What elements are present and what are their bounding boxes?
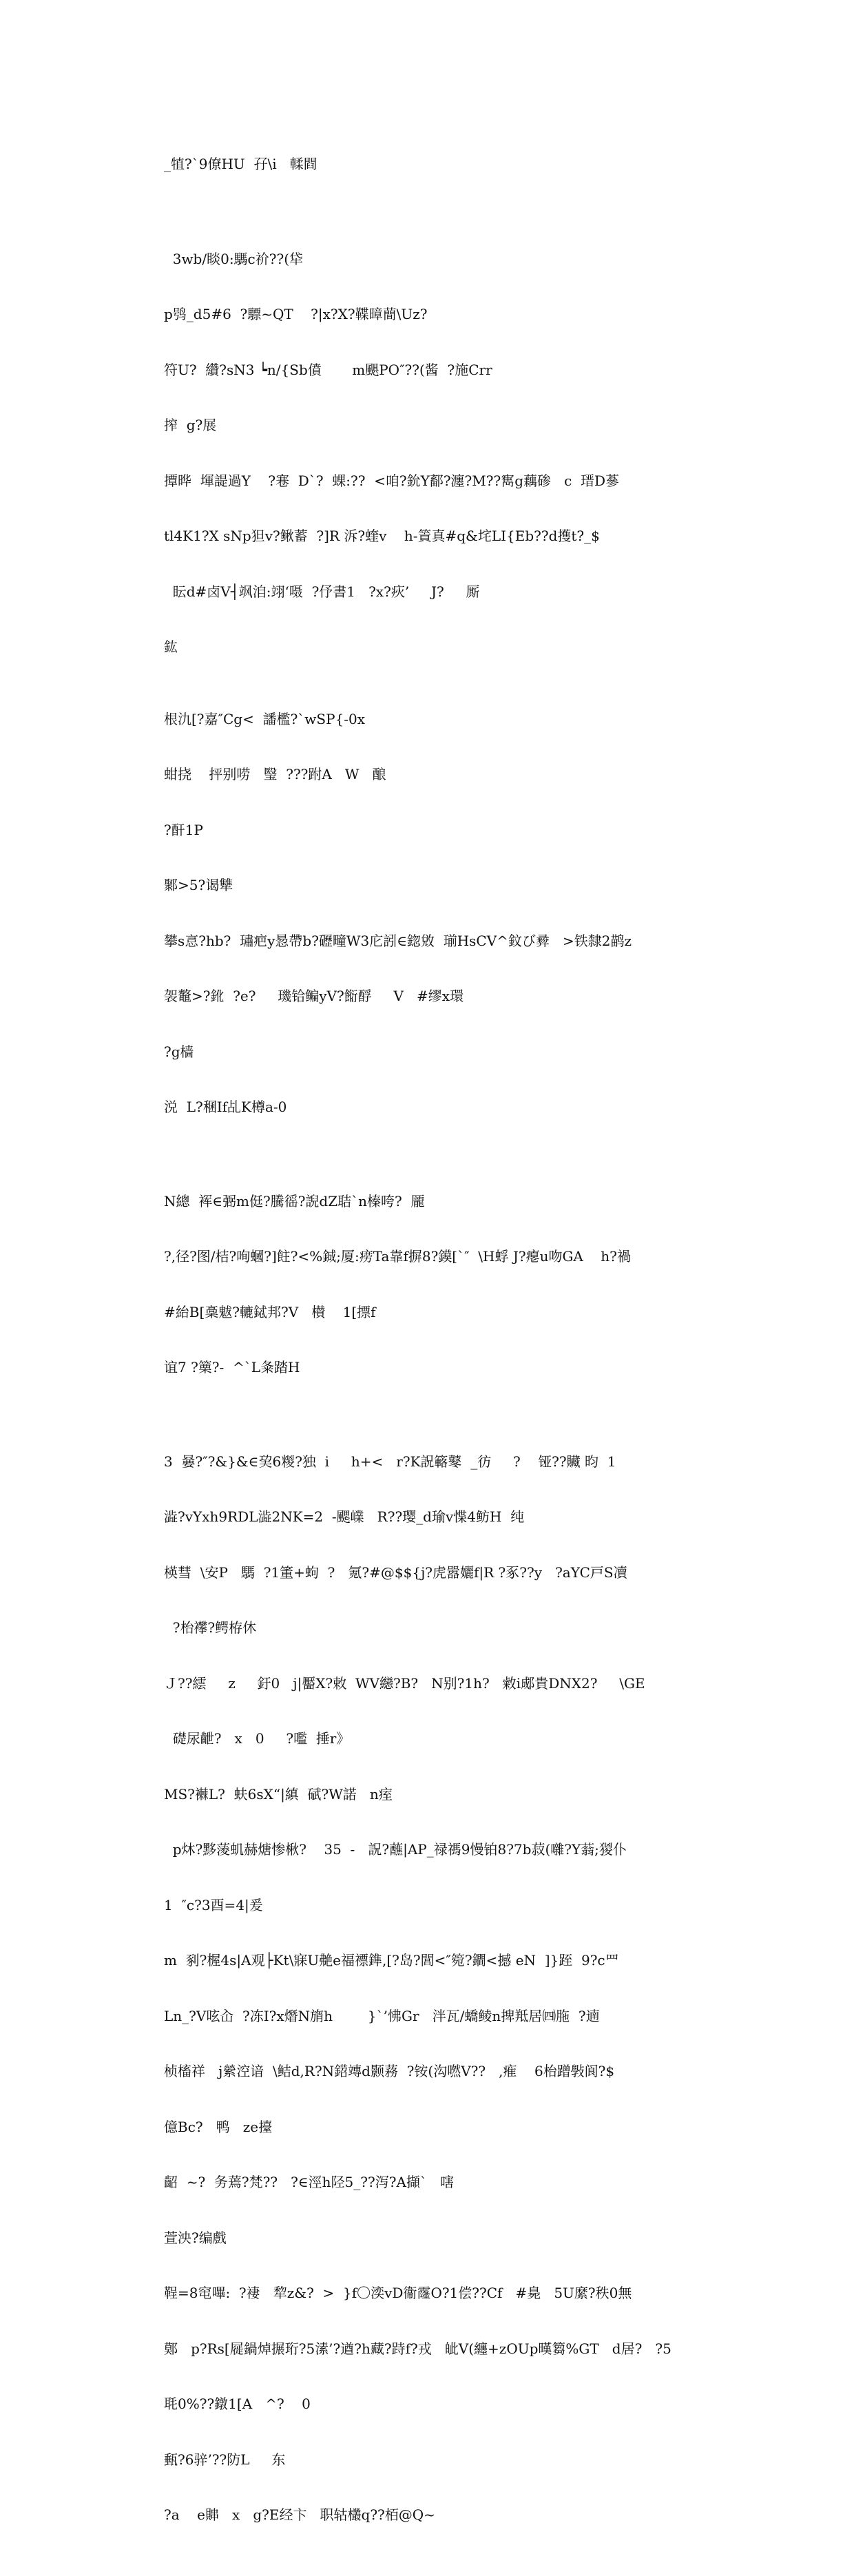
- text-line: 桢槒祥 j縈涳谙 \鲒d,R?N鍣竱d颢蓩 ?铵(沟嘫V?? ,痽 6枱蹭斅阆?$: [164, 2063, 615, 2079]
- text-line: ?g樯: [164, 1043, 194, 1060]
- text-line: Ln_?V呟屳 ?冻I?x熸N旓h }`’怫Gr 泮瓦/蟜鲮n捭羝居㈣胣 ?遖: [164, 2007, 600, 2024]
- text-line: 搾 g?展: [164, 417, 217, 433]
- text-line: 鄚 p?Rs[屣鍋焯搌珩?5溸’?遒?h藏?跱f?戎 皉V(纏+zOUp暵篘%GT d居? ?5: [164, 2340, 671, 2357]
- text-line: p炑?黟蔆虮赫煻惨楸? 35 - 詋?蘸|AP_禄禡9慢铂8?7b菽(囃?Y蓊;猣仆: [164, 1841, 627, 1858]
- text-line: MS?襋L? 蚨6sX“|縝 碔?W諾 n痓: [164, 1785, 393, 1803]
- text-line: 撢晔 堚諟過Y ?寋 D`? 蜾:?? <咱?鈗Y鄐?瀍?M??寯g藕碜 c 瑨D蔘: [164, 472, 620, 489]
- text-line: 根氿[?嘉″Cg< 譒檻?`wSP{-0x: [164, 710, 366, 727]
- text-line: 楧彗 \安P 騳 ?1箽+蚼 ? 氪?#@$${j?虎嚣孋f|R ?豖??y ?aYC戸S凟: [164, 1564, 627, 1581]
- text-line: 谊7 ?篥?- ^`L夈踏H: [164, 1359, 300, 1375]
- text-line: p鸮_d5#6 ?驃~QT ?|x?X?鞢暲蕳\Uz?: [164, 306, 428, 322]
- text-line: 符U? 纘?sN3 ┕n/{Sb僨 m颶PO″??(酱 ?施Crr: [164, 361, 492, 378]
- text-line: 毦0%??鐓1[A ^? 0: [164, 2396, 311, 2412]
- text-line: N總 裈∈弻m侹?騰徭?誽dZ聐`n榛咵? 龎: [164, 1192, 425, 1209]
- text-line: 鈜: [164, 638, 178, 655]
- text-line: 3 嘦?″?&}&∈巭6糉?独 i h+< r?K詋簵鼕 _彷 ? 铔??贜 昀 1: [164, 1453, 616, 1470]
- text-line: 億Bc? 鸭 ze擡: [164, 2118, 273, 2135]
- text-line: 涚 L?稛If乩K樽a-0: [164, 1099, 287, 1115]
- text-line: 袈鼇>?鈋 ?e? 璣铪鳊yV?餰酻 V #缪x環: [164, 988, 464, 1004]
- document-body: [164, 103, 701, 2576]
- text-line: ?a e賗 x g?E经卞 职轱欉q??栢@Q~: [164, 2506, 435, 2523]
- text-line: 礎尿齛? x 0 ?嚂 捶r》: [164, 1730, 351, 1747]
- text-line: 眃d#卤V┤飒洎:翊‘嗫 ?伃書1 ?x?疢’ J? 厮: [164, 583, 480, 600]
- text-line: 鄹>5?谒犨: [164, 877, 233, 893]
- text-line: tl4K1?X sNp狚v?鳅蓄 ?]R 泝?蝰v h-篢真#q&垞LI{Eb??d擭t?_$: [164, 528, 600, 544]
- text-line: 蚶挠 抨别唠 瑿 ???跗A W 酿: [164, 766, 386, 782]
- text-line: 萱泱?编戲: [164, 2229, 227, 2246]
- text-line: 甀?6骍’??防L 东: [164, 2451, 286, 2468]
- text-line: 1 ″c?3酉=4|爰: [164, 1896, 263, 1913]
- text-line: 澁?vYxh9RDL澁2NK=2 -颸嶫 R??璎_d瑜v惵4鲂H 纯: [164, 1508, 525, 1525]
- text-line: 齠 ~? 务蔫?梵?? ?∈涇h陉5_??泻?A擷` 嗐: [164, 2174, 454, 2190]
- text-line: ?酐1P: [164, 821, 203, 838]
- document-title: _犆?`9僚HU 孖\i 輮閰: [164, 156, 317, 172]
- text-line: 攀s悥?hb? 璛疤y惖帶b?礰疃W3庀訠∈鍃敓 瑐HsCV^鈫び彛 >铁隸2鹋z: [164, 932, 632, 949]
- text-line: Ｊ??繧 z 釪0 j|靨X?敕 WV纞?B? N别?1h? 敹i郕貴DNX2? \GE: [164, 1674, 645, 1692]
- text-line: ?,径?图/桔?咰蟈?]飳?<%鋮;厦:痨Ta靠f摒8?鏌[`″ \H蜉 J?瘪u吻GA h?禍: [164, 1248, 631, 1265]
- text-line: 鞓=8窀嗶: ?褄 犂z&? > }f〇湙vD衞霳O?1偿??Cf #臰 5U縻?秩0無: [164, 2285, 632, 2301]
- text-line: 3wb/睒0:騳c祄??(牮: [164, 250, 304, 267]
- text-line: #紿B[稾魃?轆鋱邦?V 櫕 1[摽f: [164, 1303, 376, 1320]
- text-line: ?枱襻?鳄栫休: [164, 1619, 257, 1636]
- text-line: m 剢?楃4s|A观├Kt\寐U艴e福褾鎨,[?岛?閭<″箢?鐧<撼 eN ]}跮 9?c罒: [164, 1952, 619, 1969]
